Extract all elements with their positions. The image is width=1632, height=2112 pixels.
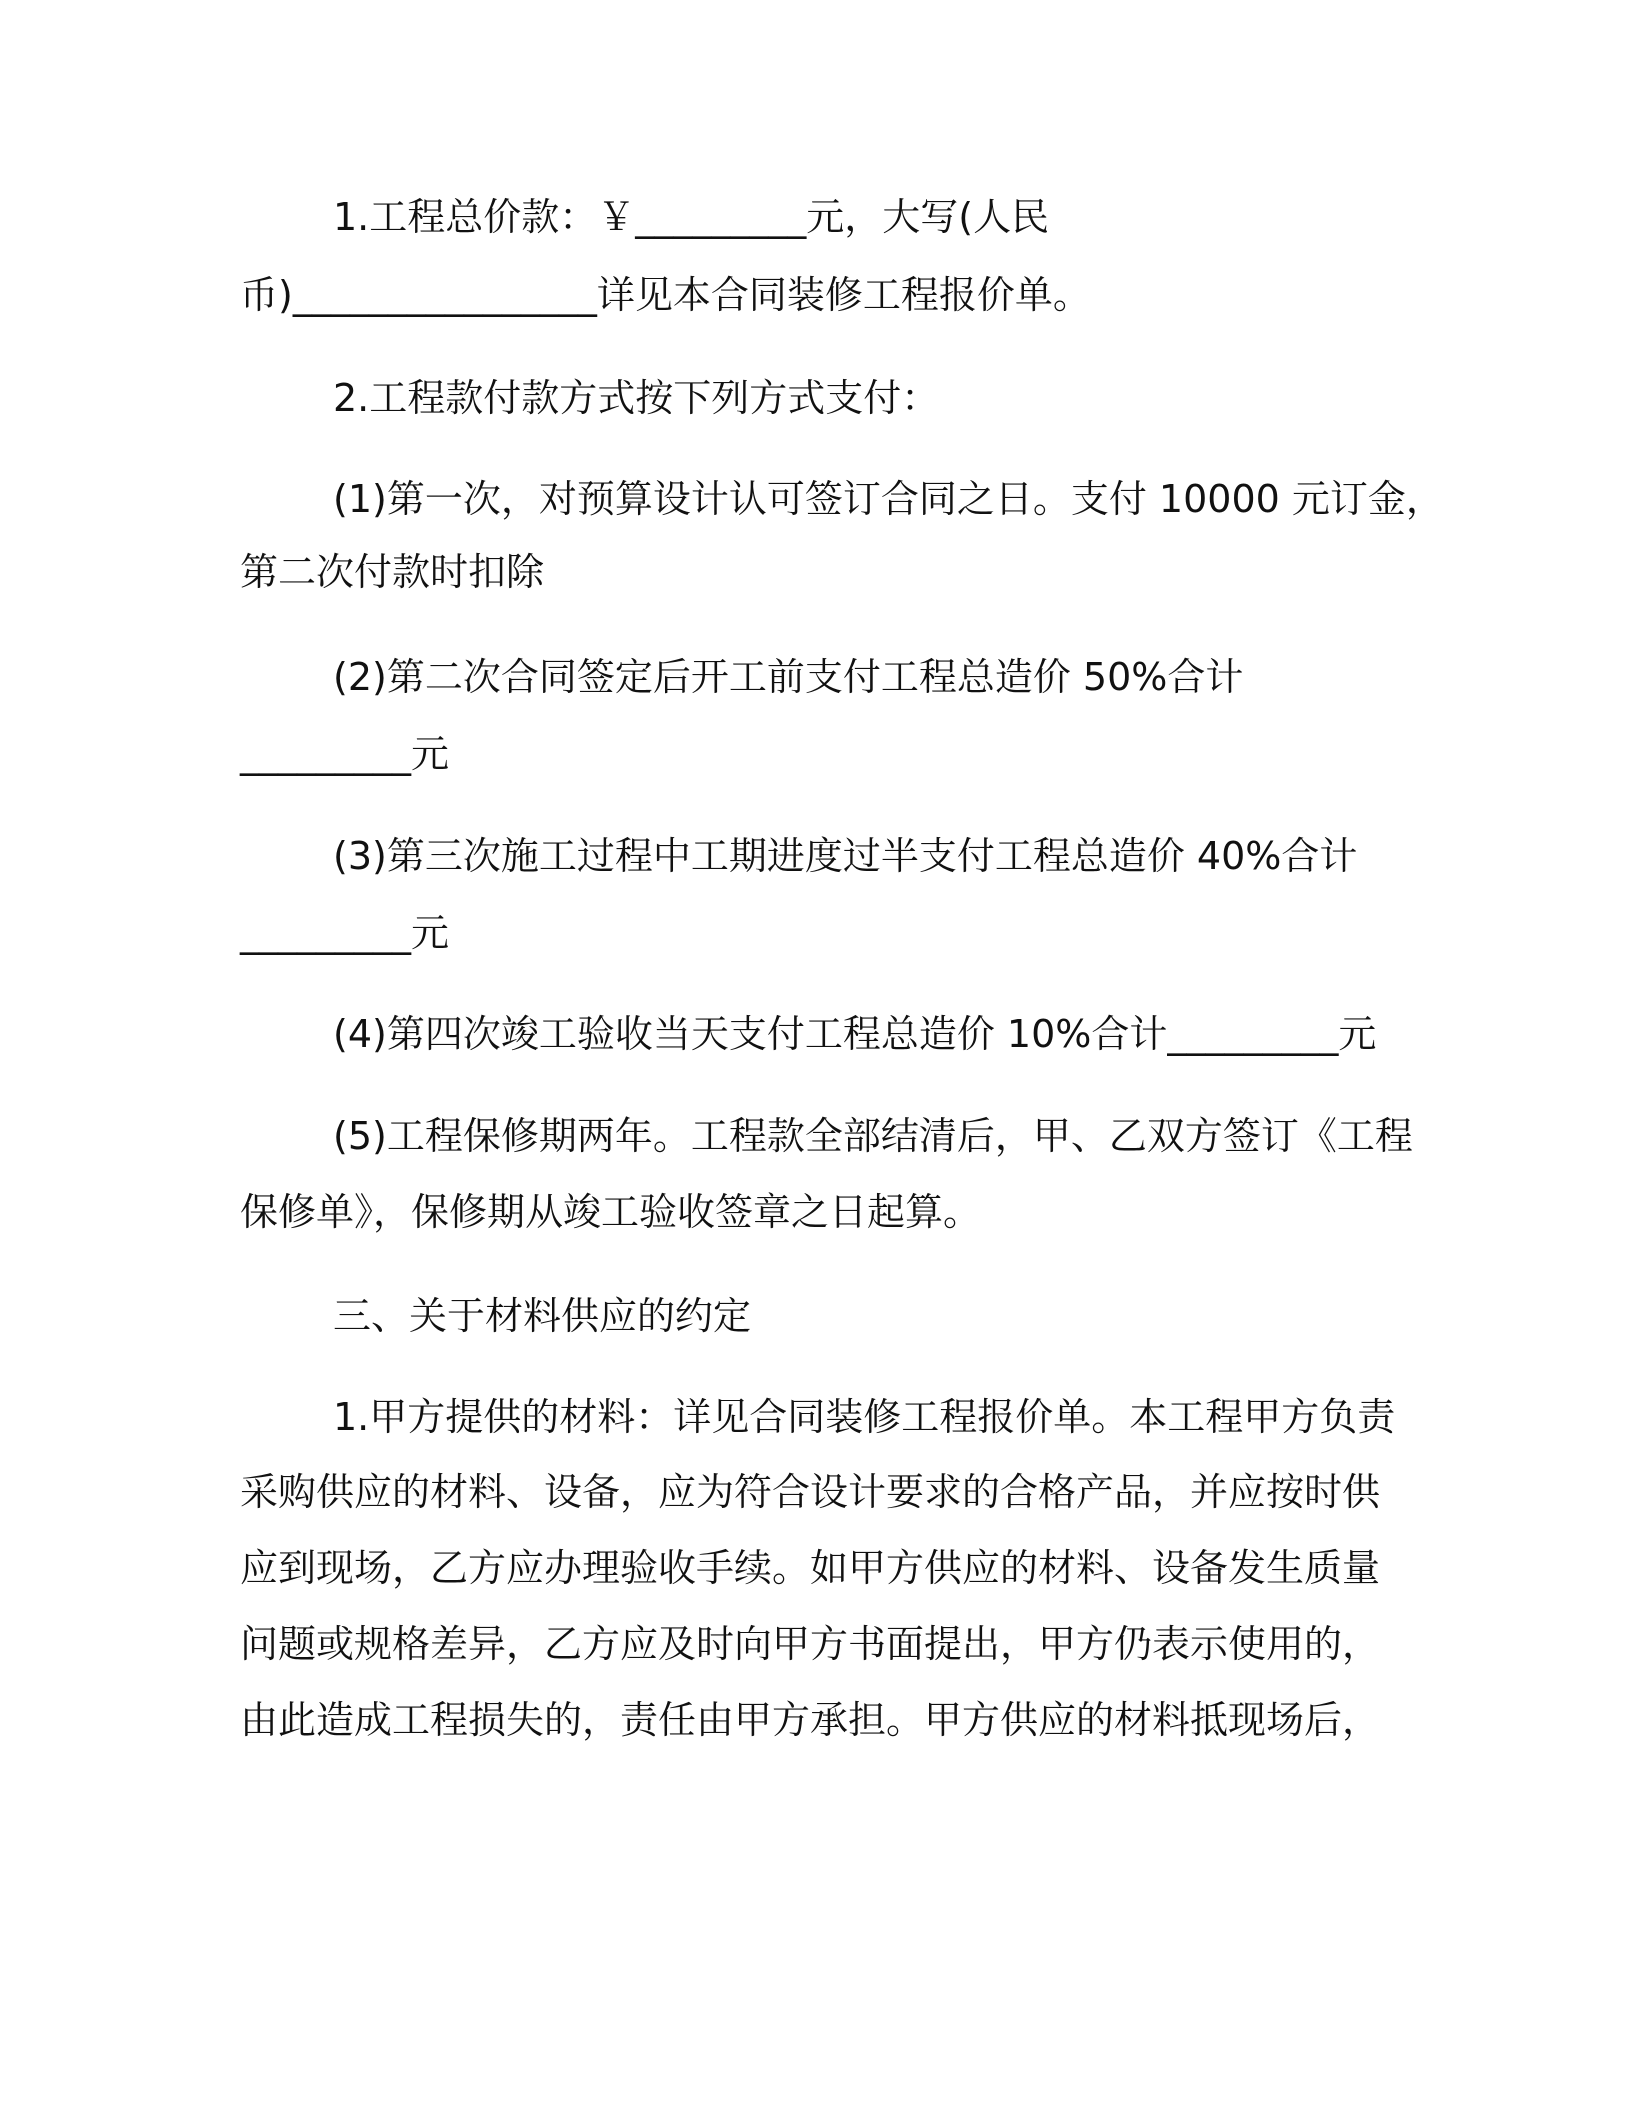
text-line-payment-1: (1)第一次，对预算设计认可签订合同之日。支付 10000 元订金， [333,477,1444,521]
text-line-materials-5: 由此造成工程损失的，责任由甲方承担。甲方供应的材料抵现场后， [240,1698,1381,1742]
text-line-payment-5: (5)工程保修期两年。工程款全部结清后，甲、乙双方签订《工程 [333,1114,1413,1158]
text-line-materials-2: 采购供应的材料、设备，应为符合设计要求的合格产品，并应按时供 [240,1470,1381,1514]
text-line-materials-3: 应到现场，乙方应办理验收手续。如甲方供应的材料、设备发生质量 [240,1546,1381,1590]
text-line-payment-1-cont: 第二次付款时扣除 [240,550,545,594]
text-line-payment-2: (2)第二次合同签定后开工前支付工程总造价 50%合计 [333,655,1244,699]
text-line-payment-4: (4)第四次竣工验收当天支付工程总造价 10%合计_________元 [333,1012,1377,1056]
section-heading-materials: 三、关于材料供应的约定 [333,1294,752,1338]
text-line-payment-5-cont: 保修单》，保修期从竣工验收签章之日起算。 [240,1190,982,1234]
text-line-materials-1: 1.甲方提供的材料：详见合同装修工程报价单。本工程甲方负责 [333,1395,1396,1439]
text-line-payment-2-cont: _________元 [240,732,450,776]
text-line-total-price-cont: 币)________________详见本合同装修工程报价单。 [240,273,1091,317]
text-line-payment-3-cont: _________元 [240,911,450,955]
text-line-payment-method: 2.工程款付款方式按下列方式支付： [333,376,940,420]
text-line-materials-4: 问题或规格差异，乙方应及时向甲方书面提出，甲方仍表示使用的， [240,1622,1381,1666]
text-line-total-price: 1.工程总价款：￥_________元，大写(人民 [333,195,1050,239]
text-line-payment-3: (3)第三次施工过程中工期进度过半支付工程总造价 40%合计 [333,834,1358,878]
